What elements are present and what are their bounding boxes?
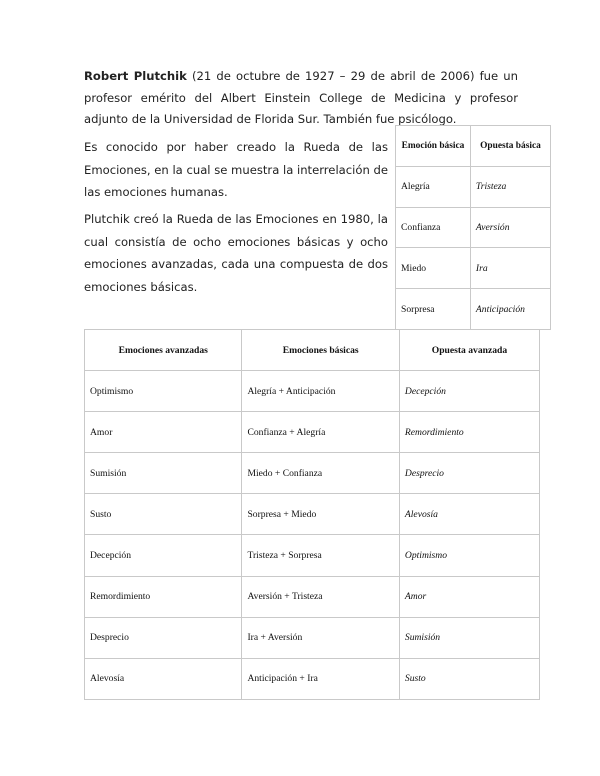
opposite-cell: Aversión bbox=[470, 207, 550, 248]
column-header: Emoción básica bbox=[396, 126, 471, 167]
wheel-paragraph: Es conocido por haber creado la Rueda de las Emociones, en la cual se muestra la interrelación de las emociones humanas. bbox=[84, 140, 388, 199]
composition-paragraph: Plutchik creó la Rueda de las Emociones en 1980, la cual consistía de ocho emociones básicas y ocho emociones avanzadas, cada una compuesta de dos emociones básicas. bbox=[84, 212, 388, 294]
table-header-row bbox=[85, 330, 540, 371]
advanced-emotion-cell: Desprecio bbox=[85, 617, 242, 658]
table-row bbox=[396, 289, 551, 330]
advanced-emotion-cell: Susto bbox=[85, 494, 242, 535]
basic-combo-cell: Anticipación + Ira bbox=[242, 658, 399, 699]
emotion-cell: Confianza bbox=[396, 207, 471, 248]
basic-combo-cell: Tristeza + Sorpresa bbox=[242, 535, 399, 576]
table-row bbox=[85, 576, 540, 617]
opposite-advanced-cell: Sumisión bbox=[399, 617, 539, 658]
advanced-emotion-cell: Remordimiento bbox=[85, 576, 242, 617]
basic-combo-cell: Miedo + Confianza bbox=[242, 453, 399, 494]
column-header: Opuesta básica bbox=[470, 126, 550, 167]
basic-combo-cell: Ira + Aversión bbox=[242, 617, 399, 658]
opposite-advanced-cell: Alevosía bbox=[399, 494, 539, 535]
table-row bbox=[85, 617, 540, 658]
intro-paragraph bbox=[84, 66, 518, 131]
author-bio: (21 de octubre de 1927 – 29 de abril de 2006) fue un profesor emérito del Albert Einstein College de Medicina y profesor adjunto de la Universidad de Florida Sur. También fue psicólogo. bbox=[84, 69, 518, 126]
table-row bbox=[396, 166, 551, 207]
table-row bbox=[85, 453, 540, 494]
opposite-advanced-cell: Decepción bbox=[399, 371, 539, 412]
basic-combo-cell: Alegría + Anticipación bbox=[242, 371, 399, 412]
opposite-cell: Tristeza bbox=[470, 166, 550, 207]
table-header-row bbox=[396, 126, 551, 167]
advanced-emotions-table bbox=[84, 329, 540, 700]
opposite-advanced-cell: Remordimiento bbox=[399, 412, 539, 453]
basic-combo-cell: Sorpresa + Miedo bbox=[242, 494, 399, 535]
table-row bbox=[396, 207, 551, 248]
table-row bbox=[85, 658, 540, 699]
table-row bbox=[85, 494, 540, 535]
emotion-cell: Miedo bbox=[396, 248, 471, 289]
basic-emotions-table bbox=[395, 125, 551, 330]
advanced-emotion-cell: Alevosía bbox=[85, 658, 242, 699]
table-row bbox=[85, 535, 540, 576]
advanced-emotion-cell: Optimismo bbox=[85, 371, 242, 412]
column-header: Emociones avanzadas bbox=[85, 330, 242, 371]
opposite-advanced-cell: Optimismo bbox=[399, 535, 539, 576]
column-header: Opuesta avanzada bbox=[399, 330, 539, 371]
table-row bbox=[85, 371, 540, 412]
table-row bbox=[85, 412, 540, 453]
emotion-cell: Sorpresa bbox=[396, 289, 471, 330]
advanced-emotion-cell: Amor bbox=[85, 412, 242, 453]
table-row bbox=[396, 248, 551, 289]
basic-combo-cell: Confianza + Alegría bbox=[242, 412, 399, 453]
opposite-advanced-cell: Amor bbox=[399, 576, 539, 617]
opposite-advanced-cell: Susto bbox=[399, 658, 539, 699]
advanced-emotion-cell: Decepción bbox=[85, 535, 242, 576]
column-header: Emociones básicas bbox=[242, 330, 399, 371]
opposite-cell: Ira bbox=[470, 248, 550, 289]
emotion-cell: Alegría bbox=[396, 166, 471, 207]
author-name: Robert Plutchik bbox=[84, 69, 187, 83]
advanced-emotion-cell: Sumisión bbox=[85, 453, 242, 494]
opposite-advanced-cell: Desprecio bbox=[399, 453, 539, 494]
opposite-cell: Anticipación bbox=[470, 289, 550, 330]
basic-combo-cell: Aversión + Tristeza bbox=[242, 576, 399, 617]
